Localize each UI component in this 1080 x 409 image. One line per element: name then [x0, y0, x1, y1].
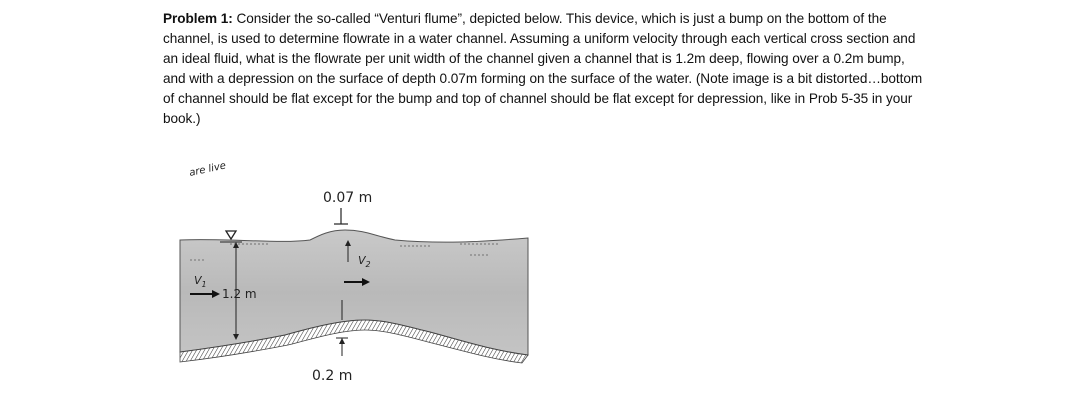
problem-body: Consider the so-called “Venturi flume”, depicted below. This device, which is just a bump on the bottom of the channel, is used to determine flowrate in a water channel. Assuming a uniform velocity through each vertical cross section and an ideal fluid, what is the flowrate per unit width of the channel given a channel that is 1.2m deep, flowing over a 0.2m bump, and with a depression on the surface of depth 0.07m forming on the surface of the water. (Note image is a bit distorted…bottom of channel should be flat except for the bump and top of channel should be flat except for depression, like in Prob 5-35 in your book.)	[163, 11, 923, 126]
problem-statement	[163, 9, 923, 129]
v2-label: $V_2$	[358, 254, 371, 269]
bump-arrow-icon	[339, 338, 345, 344]
free-surface-marker-icon	[226, 231, 236, 239]
venturi-flume-figure	[170, 160, 540, 400]
scribble-text: are live	[188, 160, 228, 179]
depression-label: 0.07 m	[323, 190, 373, 206]
v1-label: $V_1$	[194, 274, 207, 289]
flume-diagram	[170, 160, 540, 400]
depth-label: 1.2 m	[222, 287, 257, 301]
problem-label: Problem 1:	[163, 11, 233, 26]
bump-label: 0.2 m	[312, 368, 353, 384]
